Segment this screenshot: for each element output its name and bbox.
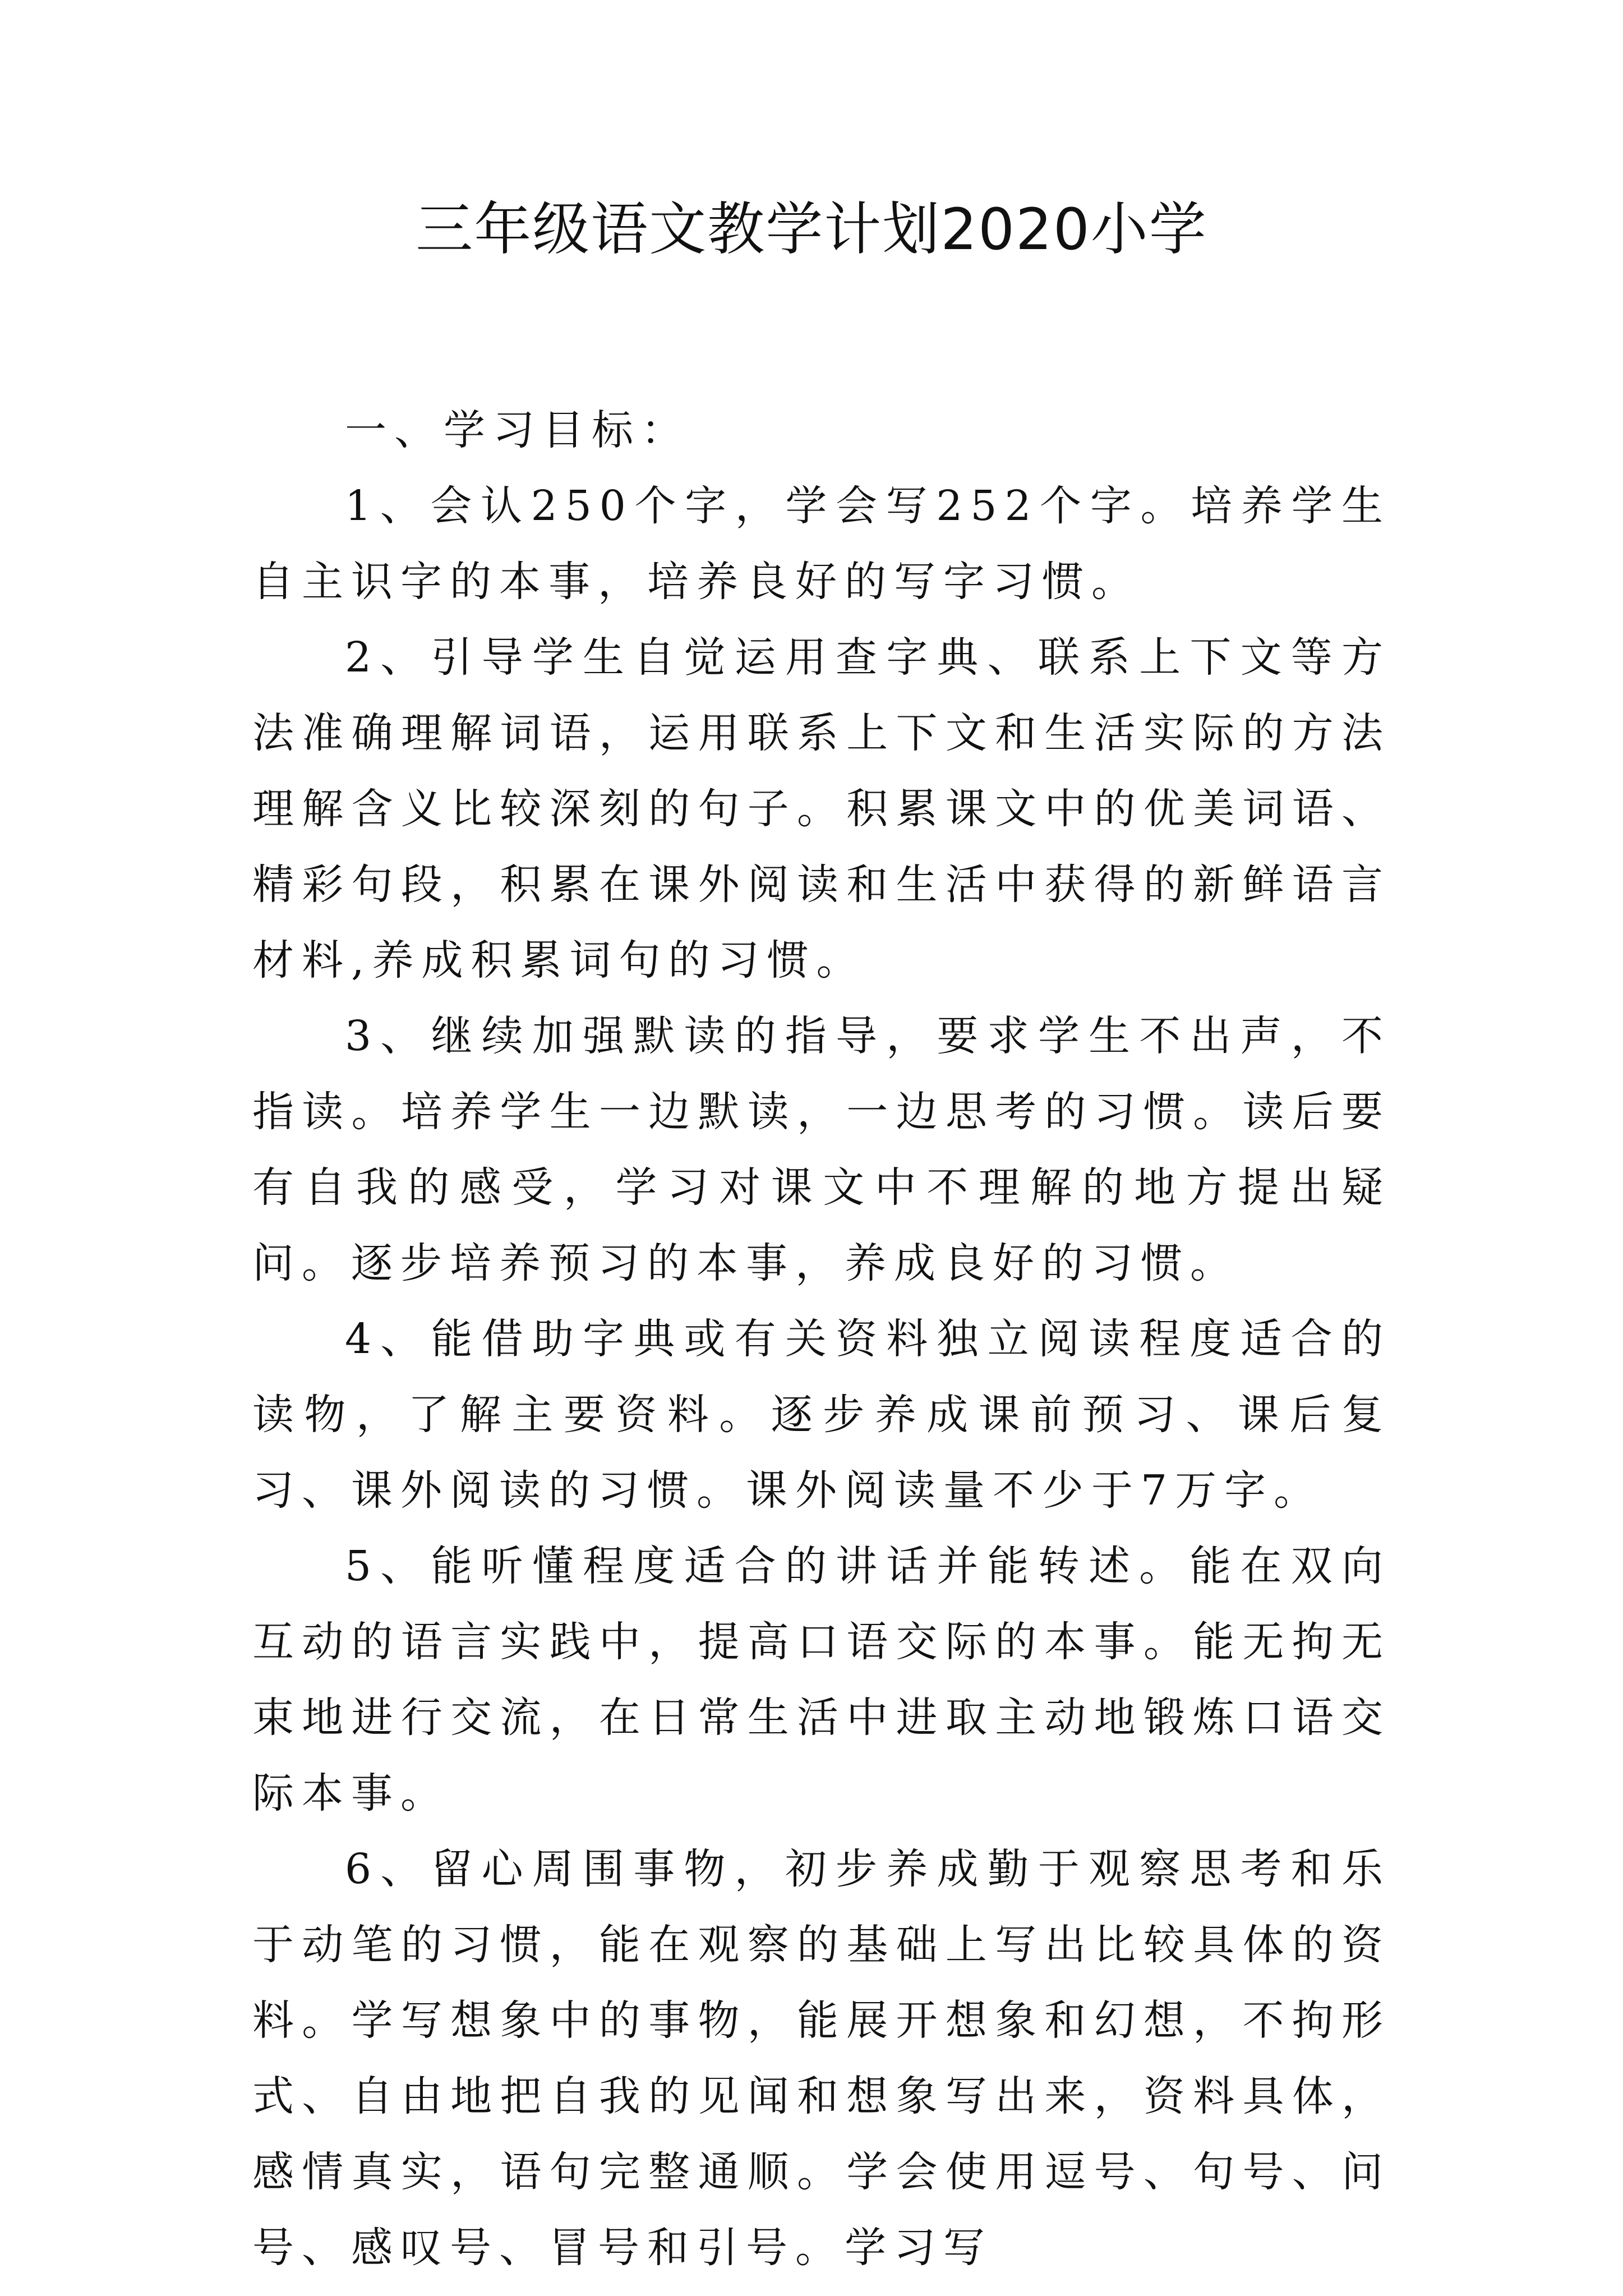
document-body	[252, 393, 1391, 2286]
goal-paragraph-1: 1、会认250个字，学会写252个字。培养学生自主识字的本事，培养良好的写字习惯。	[252, 482, 1391, 606]
goal-paragraph-6: 6、留心周围事物，初步养成勤于观察思考和乐于动笔的习惯，能在观察的基础上写出比较具体的资料。学写想象中的事物，能展开想象和幻想，不拘形式、自由地把自我的见闻和想象写出来，资料具体，感情真实，语句完整通顺。学会使用逗号、句号、问号、感叹号、冒号和引号。学习写	[252, 1845, 1391, 2272]
goal-paragraph-5: 5、能听懂程度适合的讲话并能转述。能在双向互动的语言实践中，提高口语交际的本事。能无拘无束地进行交流，在日常生活中进取主动地锻炼口语交际本事。	[252, 1542, 1391, 1818]
goal-paragraph-3: 3、继续加强默读的指导，要求学生不出声，不指读。培养学生一边默读，一边思考的习惯。读后要有自我的感受，学习对课文中不理解的地方提出疑问。逐步培养预习的本事，养成良好的习惯。	[252, 1012, 1391, 1287]
section-heading: 一、学习目标：	[345, 406, 690, 454]
goal-paragraph-4: 4、能借助字典或有关资料独立阅读程度适合的读物，了解主要资料。逐步养成课前预习、课后复习、课外阅读的习惯。课外阅读量不少于7万字。	[252, 1315, 1391, 1515]
document-title: 三年级语文教学计划2020小学	[416, 196, 1207, 263]
goal-paragraph-2: 2、引导学生自觉运用查字典、联系上下文等方法准确理解词语，运用联系上下文和生活实际的方法理解含义比较深刻的句子。积累课文中的优美词语、精彩句段，积累在课外阅读和生活中获得的新鲜语言材料,养成积累词句的习惯。	[252, 633, 1391, 984]
